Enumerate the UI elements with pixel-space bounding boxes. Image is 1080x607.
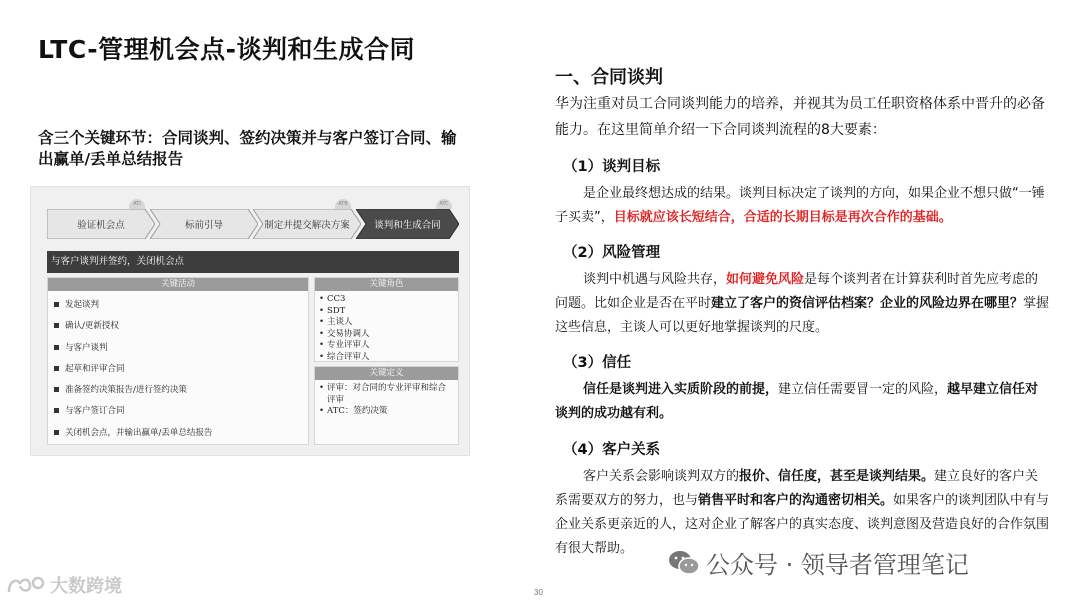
activity-item: 确认/更新授权: [54, 316, 308, 337]
step-badge: ATB: [335, 199, 351, 209]
chevron-step-4: [356, 201, 459, 239]
item-heading-relationship: （4）客户关系: [563, 442, 661, 458]
step-badge: ATI: [129, 199, 145, 209]
chevron-step-1: [47, 201, 155, 239]
chevron-step-3: [253, 201, 361, 239]
role-item: • 专业评审人: [319, 340, 458, 352]
activities-panel: [47, 277, 309, 445]
definitions-title: 关键定义: [315, 367, 458, 380]
watermark-right: [668, 545, 969, 580]
item-heading-goal: （1）谈判目标: [563, 159, 661, 175]
role-item: • 主谈人: [319, 317, 458, 329]
role-item: • CC3: [319, 294, 458, 306]
activity-item: 关闭机会点，并输出赢单/丢单总结报告: [54, 423, 308, 444]
step-label: 标前引导: [184, 220, 223, 231]
step-label: 验证机会点: [77, 220, 125, 231]
page-number: 30: [534, 588, 543, 597]
logo-icon: [6, 574, 46, 596]
process-figure: [30, 186, 470, 456]
role-item: • SDT: [319, 306, 458, 318]
item-heading-risk: （2）风险管理: [563, 245, 661, 261]
watermark-left: [6, 572, 122, 598]
activities-title: 关键活动: [48, 278, 308, 291]
role-item: • 综合评审人: [319, 352, 458, 364]
intro-paragraph: 华为注重对员工合同谈判能力的培养，并视其为员工任职资格体系中晋升的必备能力。在这里简单介绍一下合同谈判流程的8大要素：: [555, 96, 1045, 138]
watermark-left-text: 大数跨境: [50, 576, 122, 597]
section-title: 一、合同谈判: [555, 67, 663, 88]
item-heading-trust: （3）信任: [563, 355, 632, 371]
process-chevrons: [47, 201, 459, 239]
activity-item: 起草和评审合同: [54, 359, 308, 380]
wechat-icon: [668, 549, 700, 577]
roles-title: 关键角色: [315, 278, 458, 291]
chevron-step-2: [150, 209, 258, 239]
item-paragraph-goal: 是企业最终想达成的结果。谈判目标决定了谈判的方向，如果企业不想只做“一锤子买卖”，目标就应该长短结合，合适的长期目标是再次合作的基础。: [555, 186, 1045, 225]
activity-item: 准备签约决策报告/进行签约决策: [54, 380, 308, 401]
step-label: 谈判和生成合同: [374, 220, 441, 231]
activity-item: 发起谈判: [54, 295, 308, 316]
process-banner: 与客户谈判并签约，关闭机会点: [47, 251, 459, 273]
definitions-panel: [314, 366, 459, 445]
page-title: LTC-管理机会点-谈判和生成合同: [38, 35, 416, 64]
definition-item: • ATC：签约决策: [319, 406, 454, 418]
item-paragraph-risk: 谈判中机遇与风险共存，如何避免风险是每个谈判者在计算获利时首先应考虑的问题。比如企业是否在平时建立了客户的资信评估档案？企业的风险边界在哪里？掌握这些信息，主谈人可以更好地掌握谈判的尺度。: [555, 272, 1050, 335]
step-label: 制定并提交解决方案: [264, 220, 350, 231]
item-paragraph-trust: 信任是谈判进入实质阶段的前提，建立信任需要冒一定的风险，越早建立信任对谈判的成功越有利。: [555, 382, 1039, 421]
left-subtitle: 含三个关键环节：合同谈判、签约决策并与客户签订合同、输出赢单/丢单总结报告: [38, 129, 457, 168]
definition-item: • 评审：对合同的专业评审和综合评审: [319, 383, 454, 406]
role-item: • 交易协调人: [319, 329, 458, 341]
step-badge: ATC: [436, 199, 452, 209]
activity-item: 与客户谈判: [54, 338, 308, 359]
watermark-right-text: 公众号 · 领导者管理笔记: [706, 551, 969, 579]
activity-item: 与客户签订合同: [54, 401, 308, 422]
item-paragraph-relationship: 客户关系会影响谈判双方的报价、信任度，甚至是谈判结果。建立良好的客户关系需要双方的努力，也与销售平时和客户的沟通密切相关。如果客户的谈判团队中有与企业关系更亲近的人，这对企业了解客户的真实态度、谈判意图及营造良好的合作氛围有很大帮助。: [555, 469, 1050, 556]
roles-panel: [314, 277, 459, 362]
